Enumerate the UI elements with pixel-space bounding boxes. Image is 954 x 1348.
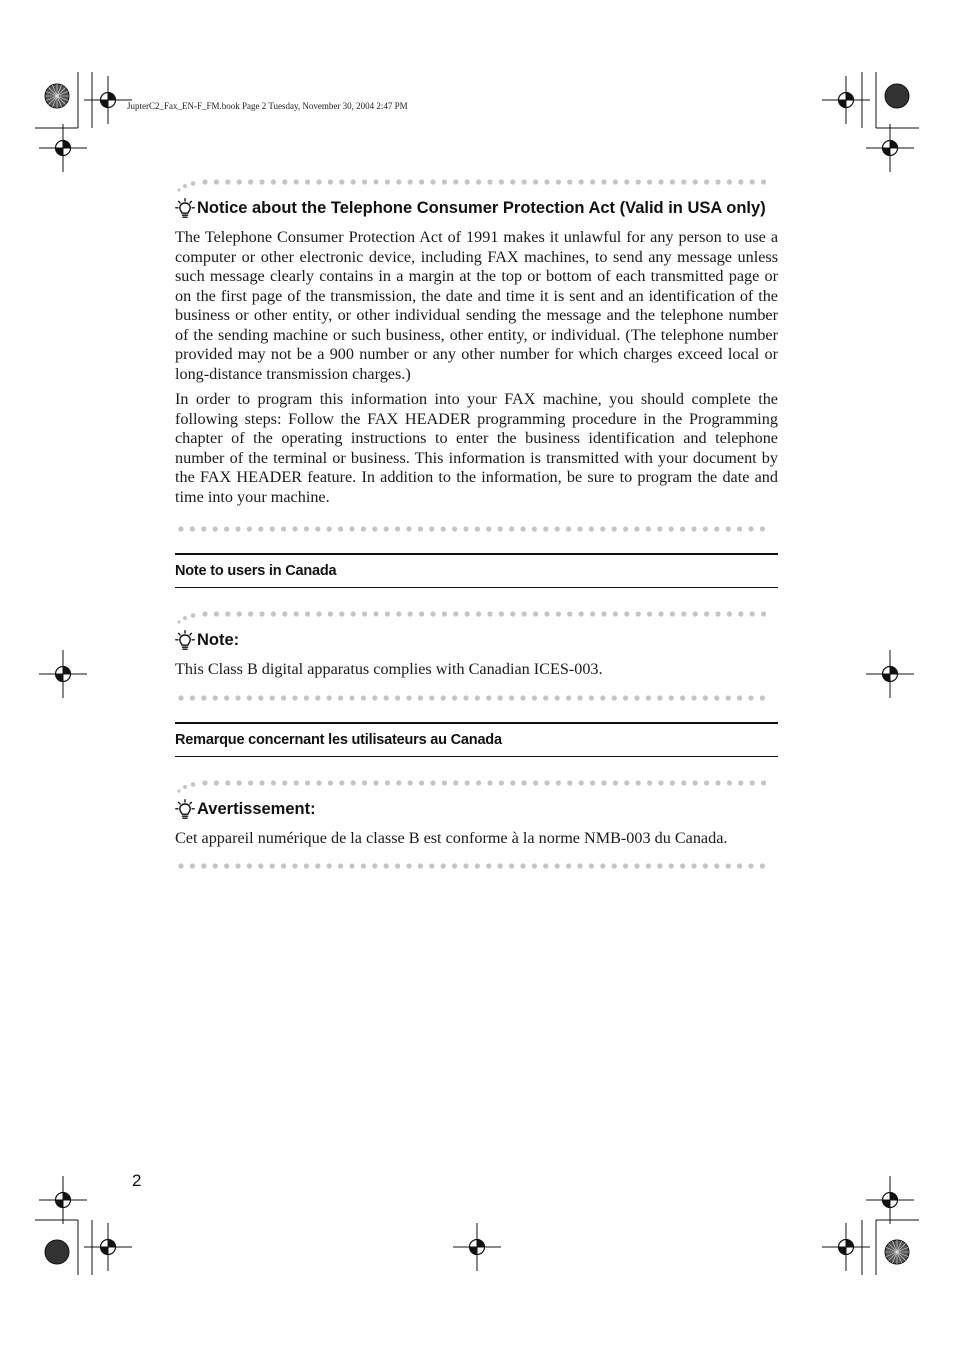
dotted-rule-bottom (175, 519, 778, 539)
note-heading (175, 630, 778, 652)
avertissement-title: Avertissement: (197, 799, 316, 818)
avertissement-heading (175, 799, 778, 821)
lightbulb-icon (175, 630, 195, 652)
page-content (175, 172, 778, 876)
avertissement-text: Cet appareil numérique de la classe B est conforme à la norme NMB-003 du Canada. (175, 828, 728, 847)
lightbulb-icon (175, 799, 195, 821)
notice-heading (175, 198, 778, 220)
dotted-rule-bottom (175, 688, 778, 708)
note-title: Note: (197, 631, 240, 649)
page-number: 2 (132, 1171, 142, 1190)
dotted-rule-top (175, 172, 778, 192)
section-heading-canada-fr: Remarque concernant les utilisateurs au Canada (175, 722, 778, 757)
note-text: This Class B digital apparatus complies with Canadian ICES-003. (175, 660, 603, 678)
section-heading-canada: Note to users in Canada (175, 553, 778, 588)
dotted-rule-top (175, 604, 778, 624)
notice-title: Notice about the Telephone Consumer Protection Act (Valid in USA only) (197, 199, 766, 217)
dotted-rule-top (175, 773, 778, 793)
notice-paragraph-1: The Telephone Consumer Protection Act of 1991 makes it unlawful for any person to use a computer or other electronic device, including FAX machines, to send any message unless such message clearly contains in a margin at the top or bottom of each transmitted page or on the first page of the transmission, the date and time it is sent and an identification of the business or other entity, or other individual sending the message and the telephone number of the sending machine or such business, other entity, or individual. (The telephone number provided may not be a 900 number or any other number for which charges exceed local or long-distance transmission charges.) (175, 228, 778, 383)
lightbulb-icon (175, 198, 195, 220)
dotted-rule-bottom (175, 856, 778, 876)
book-file-header: JupterC2_Fax_EN-F_FM.book Page 2 Tuesday, November 30, 2004 2:47 PM (127, 101, 408, 111)
notice-paragraph-2: In order to program this information into your FAX machine, you should complete the following steps: Follow the FAX HEADER programming procedure in the Programming chapter of the operating instructions to enter the business identification and telephone number of the terminal or business. This information is transmitted with your document by the FAX HEADER feature. In addition to the information, be sure to program the date and time into your machine. (175, 390, 778, 506)
